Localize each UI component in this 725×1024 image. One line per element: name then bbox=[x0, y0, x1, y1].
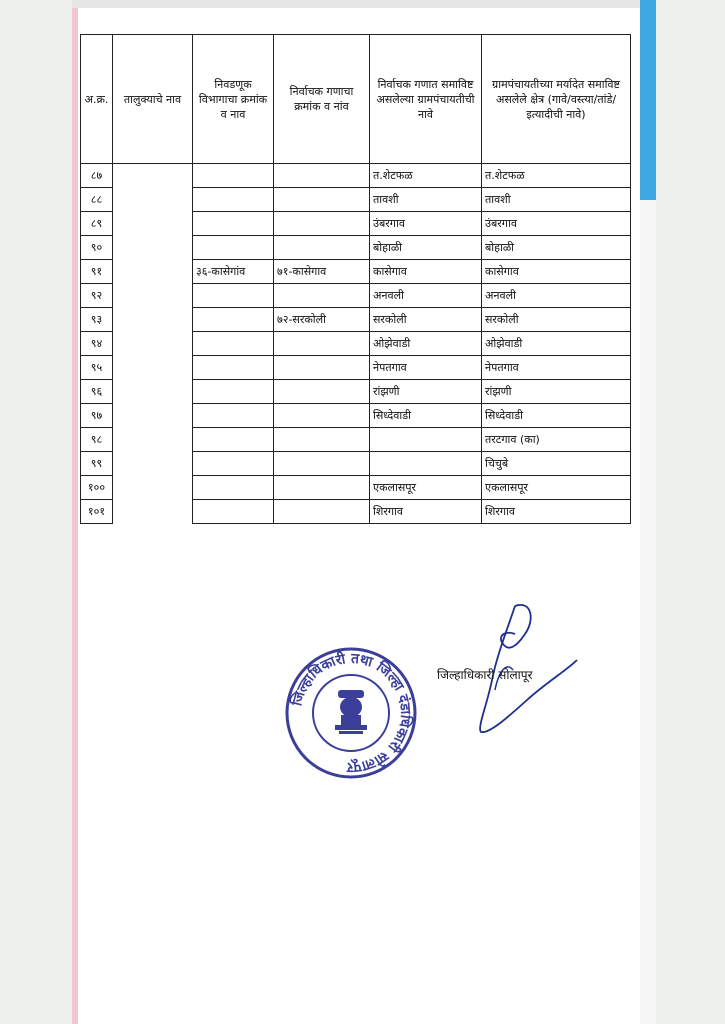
serial-cell: ९७ bbox=[81, 404, 113, 428]
taluka-cell bbox=[113, 428, 193, 452]
table-row bbox=[81, 356, 631, 380]
division-cell bbox=[193, 404, 274, 428]
signatory-designation: जिल्हाधिकारी सोलापूर bbox=[437, 668, 533, 682]
table-row bbox=[81, 164, 631, 188]
signature-block bbox=[437, 600, 637, 740]
taluka-cell bbox=[113, 356, 193, 380]
gram-panchayat-cell: शिरगाव bbox=[370, 500, 482, 524]
area-cell: त.शेटफळ bbox=[482, 164, 631, 188]
gram-panchayat-cell: त.शेटफळ bbox=[370, 164, 482, 188]
area-cell: चिचुबे bbox=[482, 452, 631, 476]
gram-panchayat-cell: नेपतगाव bbox=[370, 356, 482, 380]
area-cell: बोहाळी bbox=[482, 236, 631, 260]
table-row bbox=[81, 308, 631, 332]
serial-cell: ९२ bbox=[81, 284, 113, 308]
header-serial: अ.क्र. bbox=[81, 35, 113, 164]
division-cell bbox=[193, 332, 274, 356]
area-cell: अनवली bbox=[482, 284, 631, 308]
taluka-cell bbox=[113, 212, 193, 236]
area-cell: ओझेवाडी bbox=[482, 332, 631, 356]
area-cell: नेपतगाव bbox=[482, 356, 631, 380]
division-cell bbox=[193, 476, 274, 500]
header-division: निवडणूक विभागाचा क्रमांक व नाव bbox=[193, 35, 274, 164]
gan-cell bbox=[274, 476, 370, 500]
table-row bbox=[81, 284, 631, 308]
division-cell bbox=[193, 212, 274, 236]
area-cell: तावशी bbox=[482, 188, 631, 212]
gan-cell bbox=[274, 380, 370, 404]
area-cell: एकलासपूर bbox=[482, 476, 631, 500]
serial-cell: १०१ bbox=[81, 500, 113, 524]
division-cell: ३६-कासेगांव bbox=[193, 260, 274, 284]
taluka-cell bbox=[113, 452, 193, 476]
header-gram-panchayat: निर्वाचक गणात समाविष्ट असलेल्या ग्रामपंचायतीची नावे bbox=[370, 35, 482, 164]
header-area: ग्रामपंचायतीच्या मर्यादेत समाविष्ट असलेले क्षेत्र (गावे/वस्त्या/तांडे/इत्यादीची नावे) bbox=[482, 35, 631, 164]
gram-panchayat-cell: रांझणी bbox=[370, 380, 482, 404]
gram-panchayat-cell bbox=[370, 452, 482, 476]
emblem-icon bbox=[335, 690, 367, 734]
gram-panchayat-cell bbox=[370, 428, 482, 452]
taluka-cell bbox=[113, 188, 193, 212]
serial-cell: ९३ bbox=[81, 308, 113, 332]
division-cell bbox=[193, 284, 274, 308]
serial-cell: १०० bbox=[81, 476, 113, 500]
table-header-row bbox=[81, 35, 631, 164]
table-row bbox=[81, 476, 631, 500]
side-tab bbox=[640, 0, 656, 200]
page-edge-right bbox=[640, 200, 656, 1024]
division-cell bbox=[193, 356, 274, 380]
division-cell bbox=[193, 308, 274, 332]
page-edge-top bbox=[72, 0, 640, 8]
area-cell: शिरगाव bbox=[482, 500, 631, 524]
gram-panchayat-cell: सिध्देवाडी bbox=[370, 404, 482, 428]
seal-text: जिल्हाधिकारी तथा जिल्हा दंडाधिकारी सोलापूर bbox=[289, 650, 414, 776]
serial-cell: ८९ bbox=[81, 212, 113, 236]
taluka-cell bbox=[113, 332, 193, 356]
gan-cell bbox=[274, 428, 370, 452]
taluka-cell bbox=[113, 260, 193, 284]
serial-cell: ९५ bbox=[81, 356, 113, 380]
gram-panchayat-cell: ओझेवाडी bbox=[370, 332, 482, 356]
page-edge-left bbox=[72, 0, 78, 1024]
taluka-cell bbox=[113, 380, 193, 404]
division-cell bbox=[193, 236, 274, 260]
gan-cell bbox=[274, 188, 370, 212]
gan-cell bbox=[274, 236, 370, 260]
division-cell bbox=[193, 188, 274, 212]
serial-cell: ९१ bbox=[81, 260, 113, 284]
area-cell: सिध्देवाडी bbox=[482, 404, 631, 428]
area-cell: कासेगाव bbox=[482, 260, 631, 284]
taluka-cell bbox=[113, 236, 193, 260]
gan-cell bbox=[274, 356, 370, 380]
taluka-cell bbox=[113, 284, 193, 308]
taluka-cell bbox=[113, 164, 193, 188]
table-row bbox=[81, 212, 631, 236]
serial-cell: ९६ bbox=[81, 380, 113, 404]
table-row bbox=[81, 500, 631, 524]
area-cell: रांझणी bbox=[482, 380, 631, 404]
serial-cell: ९९ bbox=[81, 452, 113, 476]
division-cell bbox=[193, 500, 274, 524]
gram-panchayat-cell: उंबरगाव bbox=[370, 212, 482, 236]
gan-cell bbox=[274, 332, 370, 356]
gram-panchayat-cell: तावशी bbox=[370, 188, 482, 212]
gram-panchayat-cell: अनवली bbox=[370, 284, 482, 308]
area-cell: सरकोली bbox=[482, 308, 631, 332]
division-cell bbox=[193, 164, 274, 188]
taluka-cell bbox=[113, 476, 193, 500]
gan-cell bbox=[274, 212, 370, 236]
area-cell: तरटगाव (का) bbox=[482, 428, 631, 452]
table-row bbox=[81, 236, 631, 260]
gan-cell: ७२-सरकोली bbox=[274, 308, 370, 332]
gram-panchayat-cell: सरकोली bbox=[370, 308, 482, 332]
gan-cell bbox=[274, 452, 370, 476]
table-row bbox=[81, 188, 631, 212]
gan-cell: ७१-कासेगाव bbox=[274, 260, 370, 284]
table-row bbox=[81, 380, 631, 404]
gram-panchayat-cell: एकलासपूर bbox=[370, 476, 482, 500]
gan-cell bbox=[274, 500, 370, 524]
division-cell bbox=[193, 452, 274, 476]
gan-cell bbox=[274, 284, 370, 308]
serial-cell: ८८ bbox=[81, 188, 113, 212]
table-row bbox=[81, 260, 631, 284]
table-row bbox=[81, 332, 631, 356]
table-body bbox=[81, 164, 631, 524]
table-row bbox=[81, 428, 631, 452]
constituency-table bbox=[80, 34, 631, 524]
serial-cell: ८७ bbox=[81, 164, 113, 188]
taluka-cell bbox=[113, 308, 193, 332]
taluka-cell bbox=[113, 404, 193, 428]
serial-cell: ९८ bbox=[81, 428, 113, 452]
header-taluka: तालुक्याचे नाव bbox=[113, 35, 193, 164]
table-row bbox=[81, 404, 631, 428]
area-cell: उंबरगाव bbox=[482, 212, 631, 236]
gram-panchayat-cell: कासेगाव bbox=[370, 260, 482, 284]
serial-cell: ९० bbox=[81, 236, 113, 260]
taluka-cell bbox=[113, 500, 193, 524]
official-seal bbox=[283, 645, 419, 781]
division-cell bbox=[193, 428, 274, 452]
gan-cell bbox=[274, 404, 370, 428]
gram-panchayat-cell: बोहाळी bbox=[370, 236, 482, 260]
serial-cell: ९४ bbox=[81, 332, 113, 356]
gan-cell bbox=[274, 164, 370, 188]
header-gan: निर्वाचक गणाचा क्रमांक व नांव bbox=[274, 35, 370, 164]
table-row bbox=[81, 452, 631, 476]
division-cell bbox=[193, 380, 274, 404]
